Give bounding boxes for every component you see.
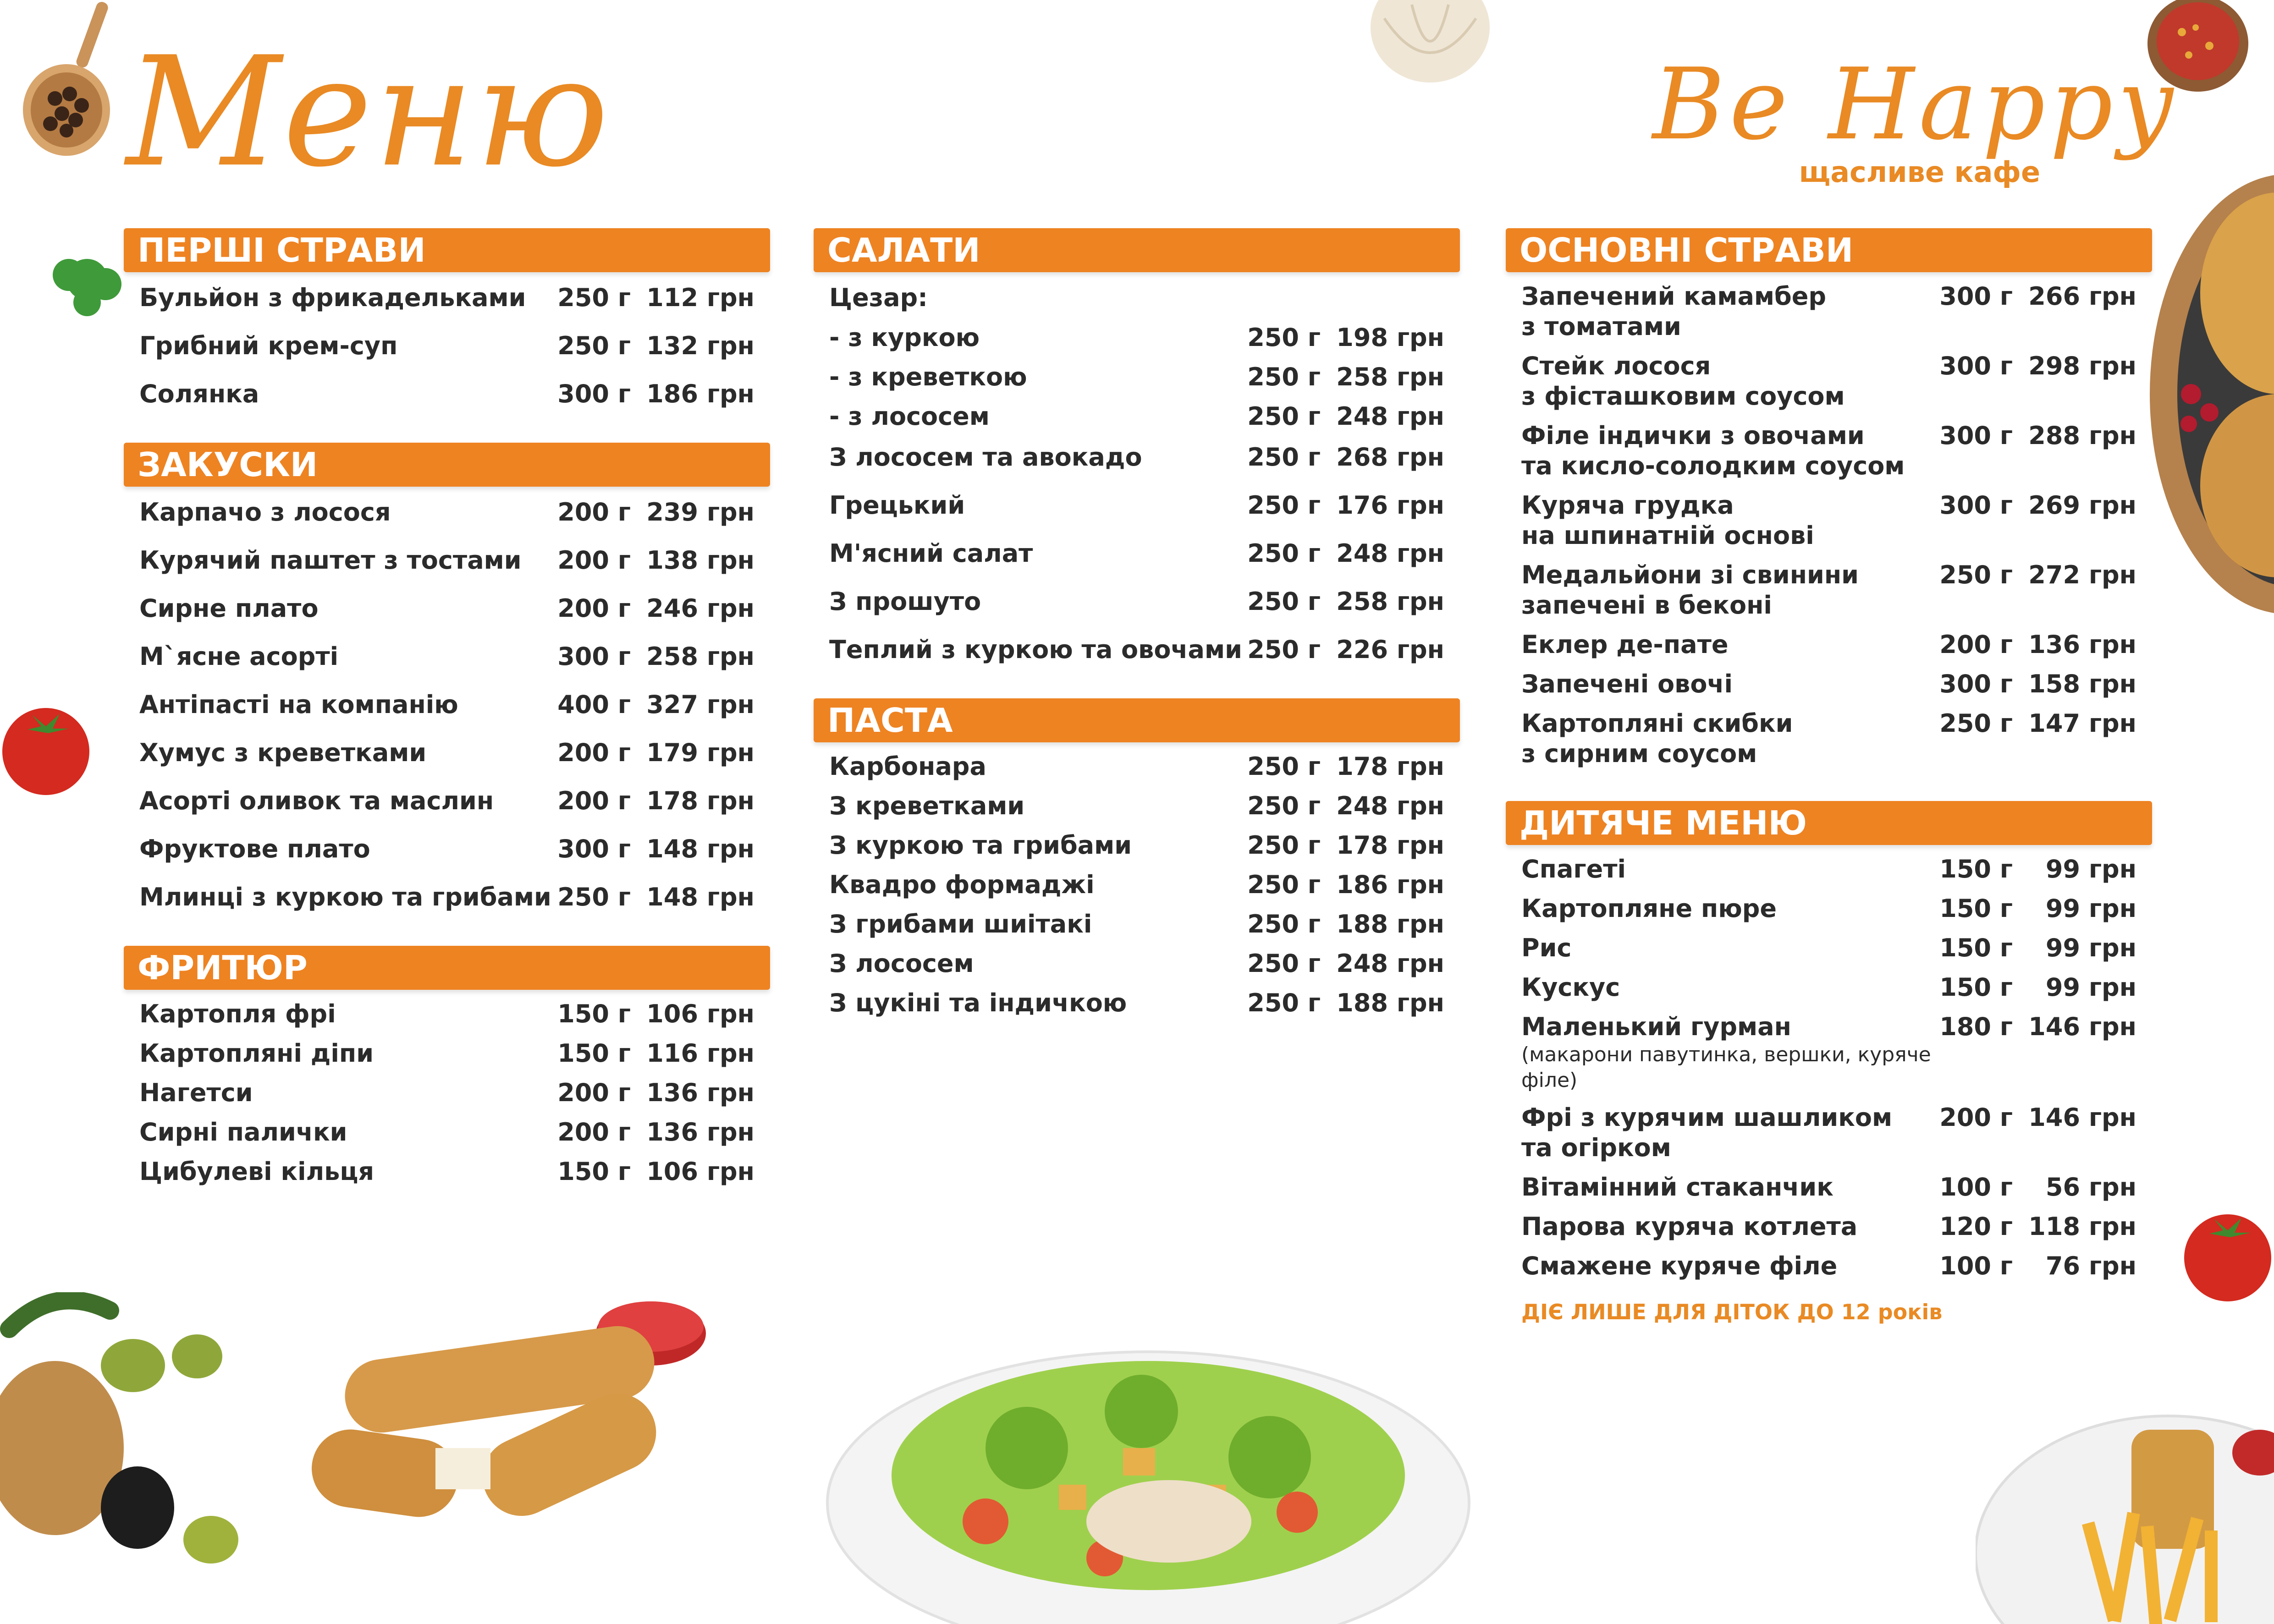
item-name: З лососем та авокадо <box>829 443 1142 472</box>
menu-item <box>124 833 770 866</box>
item-price: 298 грн <box>2028 351 2136 380</box>
item-price: 99 грн <box>2045 855 2136 883</box>
item-price: 146 грн <box>2028 1103 2136 1132</box>
caesar-subheading: Цезар: <box>829 283 928 312</box>
item-name: - з куркою <box>829 323 980 352</box>
item-name-line2: та кисло-солодким соусом <box>1521 451 1905 480</box>
item-name <box>1521 560 1935 620</box>
menu-item <box>814 870 1460 900</box>
caesar-salad-image <box>820 1311 1476 1624</box>
menu-item <box>1506 281 2152 342</box>
menu-item <box>1506 854 2152 884</box>
item-name <box>1521 1012 1935 1093</box>
item-name: Сирні палички <box>139 1118 347 1147</box>
item-price: 186 грн <box>1336 870 1444 899</box>
menu-item <box>124 329 770 362</box>
item-name: Грецький <box>829 491 965 520</box>
item-price: 246 грн <box>646 594 754 623</box>
item-weight: 300 г <box>1939 669 2013 698</box>
item-weight: 150 г <box>1939 933 2013 962</box>
item-name <box>1521 490 1935 551</box>
herbs-image <box>41 234 133 325</box>
section-header: ЗАКУСКИ <box>124 443 770 487</box>
menu-item <box>1506 630 2152 660</box>
item-name: Карпачо з лосося <box>139 498 391 527</box>
menu-item <box>124 999 770 1029</box>
item-price: 266 грн <box>2028 282 2136 311</box>
item-name: Млинці з куркою та грибами <box>139 883 551 911</box>
menu-item <box>814 401 1460 432</box>
item-weight: 200 г <box>1939 1103 2013 1132</box>
menu-item <box>814 949 1460 979</box>
garlic-image <box>1366 0 1494 87</box>
menu-item <box>814 362 1460 392</box>
item-weight: 250 г <box>557 883 631 911</box>
item-name: Квадро формаджі <box>829 870 1095 899</box>
item-name-line1: Куряча грудка <box>1521 491 1734 520</box>
item-weight: 150 г <box>557 1157 631 1186</box>
item-price: 99 грн <box>2045 973 2136 1002</box>
item-name: Смажене куряче філе <box>1521 1251 1838 1280</box>
menu-item <box>124 1117 770 1147</box>
menu-column-1 <box>124 228 770 1219</box>
item-name: Фруктове плато <box>139 834 370 863</box>
item-price: 188 грн <box>1336 910 1444 938</box>
olives-image <box>0 1292 257 1624</box>
item-name-line2: та огірком <box>1521 1133 1671 1162</box>
menu-item <box>1506 351 2152 411</box>
item-name: Теплий з куркою та овочами <box>829 635 1242 664</box>
item-name-line1: Запечений камамбер <box>1521 282 1827 311</box>
item-weight: 200 г <box>557 1078 631 1107</box>
item-weight: 250 г <box>1247 402 1321 431</box>
spoon-peppercorns-image <box>18 0 115 160</box>
item-weight: 250 г <box>1247 910 1321 938</box>
menu-item <box>1506 894 2152 924</box>
menu-item <box>124 1038 770 1069</box>
item-price: 179 грн <box>646 738 754 767</box>
item-weight: 100 г <box>1939 1251 2013 1280</box>
item-price: 136 грн <box>646 1118 754 1147</box>
item-name: Грибний крем-суп <box>139 331 398 360</box>
section-pasta <box>814 698 1460 1018</box>
item-name-line1: Стейк лосося <box>1521 351 1711 380</box>
menu-item <box>1506 490 2152 551</box>
item-weight: 250 г <box>1247 752 1321 781</box>
item-weight: 150 г <box>557 999 631 1028</box>
item-weight: 180 г <box>1939 1012 2013 1041</box>
item-name: Кускус <box>1521 973 1620 1002</box>
item-weight: 250 г <box>1247 988 1321 1017</box>
menu-item <box>1506 1251 2152 1281</box>
item-name-line1: Фрі з курячим шашликом <box>1521 1103 1893 1132</box>
item-name: Парова куряча котлета <box>1521 1212 1858 1241</box>
item-weight: 250 г <box>1939 709 2013 738</box>
menu-item <box>124 592 770 625</box>
item-price: 188 грн <box>1336 988 1444 1017</box>
item-name: Нагетси <box>139 1078 253 1107</box>
section-header: ПЕРШІ СТРАВИ <box>124 228 770 272</box>
section-salads <box>814 228 1460 666</box>
item-price: 99 грн <box>2045 894 2136 923</box>
kids-menu-note: ДІЄ ЛИШЕ ДЛЯ ДІТОК ДО 12 років <box>1521 1300 1943 1324</box>
menu-item <box>1506 560 2152 620</box>
item-name: Картопляне пюре <box>1521 894 1777 923</box>
item-weight: 200 г <box>557 1118 631 1147</box>
item-name: Рис <box>1521 933 1572 962</box>
item-weight: 300 г <box>557 834 631 863</box>
item-name: Вітамінний стаканчик <box>1521 1173 1834 1202</box>
item-price: 148 грн <box>646 834 754 863</box>
item-price: 158 грн <box>2028 669 2136 698</box>
item-name-line2: з сирним соусом <box>1521 739 1757 768</box>
menu-item <box>1506 708 2152 769</box>
item-price: 178 грн <box>1336 752 1444 781</box>
item-weight: 150 г <box>1939 973 2013 1002</box>
item-name: Еклер де-пате <box>1521 630 1729 659</box>
menu-item <box>124 688 770 721</box>
item-price: 178 грн <box>646 786 754 815</box>
menu-item <box>814 537 1460 570</box>
menu-item <box>814 791 1460 821</box>
section-header: ДИТЯЧЕ МЕНЮ <box>1506 801 2152 845</box>
item-name: Хумус з креветками <box>139 738 427 767</box>
brand-logo <box>1652 47 2178 189</box>
section-header: ОСНОВНІ СТРАВИ <box>1506 228 2152 272</box>
menu-item <box>1506 1103 2152 1163</box>
item-name: Антіпасті на компанію <box>139 690 458 719</box>
item-weight: 250 г <box>1247 949 1321 978</box>
item-price: 106 грн <box>646 999 754 1028</box>
item-weight: 250 г <box>1247 491 1321 520</box>
menu-item <box>1506 421 2152 481</box>
menu-column-2 <box>814 228 1460 1050</box>
item-weight: 150 г <box>1939 855 2013 883</box>
item-price: 116 грн <box>646 1039 754 1068</box>
menu-item <box>1506 1212 2152 1242</box>
item-name: З цукіні та індичкою <box>829 988 1127 1017</box>
item-weight: 300 г <box>1939 491 2013 520</box>
section-header: ФРИТЮР <box>124 946 770 990</box>
item-weight: 400 г <box>557 690 631 719</box>
menu-item <box>124 544 770 577</box>
item-price: 258 грн <box>1336 587 1444 616</box>
item-name: Асорті оливок та маслин <box>139 786 494 815</box>
item-name <box>1521 1103 1935 1163</box>
item-weight: 250 г <box>1247 635 1321 664</box>
item-weight: 300 г <box>557 379 631 408</box>
item-weight: 300 г <box>1939 282 2013 311</box>
item-price: 198 грн <box>1336 323 1444 352</box>
item-price: 226 грн <box>1336 635 1444 664</box>
item-weight: 300 г <box>1939 421 2013 450</box>
item-name-line2: запечені в беконі <box>1521 591 1772 620</box>
item-weight: 250 г <box>1247 831 1321 860</box>
menu-item <box>124 378 770 411</box>
mozzarella-sticks-image <box>284 1297 770 1553</box>
menu-title: Меню <box>126 24 611 200</box>
item-weight: 120 г <box>1939 1212 2013 1241</box>
item-name: Курячий паштет з тостами <box>139 546 522 575</box>
item-price: 146 грн <box>2028 1012 2136 1041</box>
item-price: 132 грн <box>646 331 754 360</box>
menu-item <box>814 489 1460 522</box>
item-price: 258 грн <box>646 642 754 671</box>
item-price: 118 грн <box>2028 1212 2136 1241</box>
item-weight: 200 г <box>557 786 631 815</box>
menu-column-3 <box>1506 228 2152 1356</box>
menu-item <box>814 909 1460 939</box>
item-name: - з креветкою <box>829 362 1027 391</box>
item-weight: 250 г <box>557 283 631 312</box>
item-weight: 300 г <box>557 642 631 671</box>
item-name: З креветками <box>829 791 1025 820</box>
item-name: Солянка <box>139 379 259 408</box>
item-weight: 250 г <box>1247 791 1321 820</box>
item-weight: 250 г <box>1247 443 1321 472</box>
item-name: Карбонара <box>829 752 986 781</box>
section-header: САЛАТИ <box>814 228 1460 272</box>
brand-tagline: щасливе кафе <box>1799 155 2040 189</box>
menu-item <box>124 281 770 314</box>
item-weight: 250 г <box>557 331 631 360</box>
section-fryer <box>124 946 770 1187</box>
item-price: 106 грн <box>646 1157 754 1186</box>
item-weight: 200 г <box>557 594 631 623</box>
menu-item <box>814 752 1460 782</box>
item-price: 239 грн <box>646 498 754 527</box>
item-name <box>1521 281 1935 342</box>
item-weight: 150 г <box>557 1039 631 1068</box>
item-price: 136 грн <box>2028 630 2136 659</box>
item-name: М`ясне асорті <box>139 642 339 671</box>
item-name: Бульйон з фрикадельками <box>139 283 526 312</box>
menu-item <box>814 441 1460 474</box>
item-weight: 250 г <box>1247 587 1321 616</box>
item-price: 327 грн <box>646 690 754 719</box>
item-price: 248 грн <box>1336 949 1444 978</box>
menu-item <box>1506 933 2152 963</box>
section-first-courses <box>124 228 770 411</box>
item-weight: 250 г <box>1247 539 1321 568</box>
item-weight: 150 г <box>1939 894 2013 923</box>
item-name-line2: на шпинатній основі <box>1521 521 1814 550</box>
item-price: 56 грн <box>2045 1173 2136 1202</box>
item-name-line2: з фісташковим соусом <box>1521 382 1845 411</box>
menu-item <box>124 881 770 914</box>
tomato-right-image <box>2177 1210 2274 1301</box>
item-price: 112 грн <box>646 283 754 312</box>
item-weight: 200 г <box>557 546 631 575</box>
menu-item <box>1506 1012 2152 1093</box>
tomato-image <box>0 701 96 797</box>
menu-item <box>814 633 1460 666</box>
item-price: 99 грн <box>2045 933 2136 962</box>
menu-item <box>814 585 1460 618</box>
item-name: - з лососем <box>829 402 990 431</box>
item-price: 288 грн <box>2028 421 2136 450</box>
menu-item <box>814 323 1460 353</box>
menu-item <box>124 736 770 769</box>
item-name: З лососем <box>829 949 974 978</box>
item-name-line1: Медальйони зі свинини <box>1521 560 1859 589</box>
item-name: З куркою та грибами <box>829 831 1132 860</box>
menu-item <box>1506 669 2152 699</box>
item-name <box>1521 421 1935 481</box>
item-price: 147 грн <box>2028 709 2136 738</box>
item-name <box>1521 351 1935 411</box>
section-main-courses <box>1506 228 2152 769</box>
item-weight: 250 г <box>1939 560 2013 589</box>
section-kids-menu <box>1506 801 2152 1324</box>
item-price: 248 грн <box>1336 791 1444 820</box>
item-weight: 300 г <box>1939 351 2013 380</box>
item-weight: 250 г <box>1247 870 1321 899</box>
item-name: Картопля фрі <box>139 999 336 1028</box>
item-name: М'ясний салат <box>829 539 1033 568</box>
item-weight: 250 г <box>1247 323 1321 352</box>
item-price: 138 грн <box>646 546 754 575</box>
menu-item <box>1506 972 2152 1003</box>
item-weight: 200 г <box>1939 630 2013 659</box>
item-weight: 200 г <box>557 498 631 527</box>
item-price: 248 грн <box>1336 402 1444 431</box>
item-name-line1: Маленький гурман <box>1521 1012 1791 1041</box>
item-name-line1: Картопляні скибки <box>1521 709 1793 738</box>
section-snacks <box>124 443 770 914</box>
item-price: 176 грн <box>1336 491 1444 520</box>
item-name: Сирне плато <box>139 594 319 623</box>
item-price: 258 грн <box>1336 362 1444 391</box>
item-name <box>1521 708 1935 769</box>
menu-item <box>124 640 770 673</box>
menu-item <box>124 496 770 529</box>
item-weight: 250 г <box>1247 362 1321 391</box>
menu-item <box>124 1078 770 1108</box>
item-note: (макарони павутинка, вершки, куряче філе) <box>1521 1043 1931 1092</box>
grilled-chicken-image <box>2141 156 2274 628</box>
menu-item <box>1506 1172 2152 1202</box>
item-name-line1: Філе індички з овочами <box>1521 421 1865 450</box>
item-price: 248 грн <box>1336 539 1444 568</box>
item-name: Спагеті <box>1521 855 1626 883</box>
item-price: 269 грн <box>2028 491 2136 520</box>
item-price: 178 грн <box>1336 831 1444 860</box>
item-price: 186 грн <box>646 379 754 408</box>
menu-item <box>814 988 1460 1018</box>
item-price: 148 грн <box>646 883 754 911</box>
item-weight: 200 г <box>557 738 631 767</box>
section-header: ПАСТА <box>814 698 1460 742</box>
item-price: 136 грн <box>646 1078 754 1107</box>
item-name: Цибулеві кільця <box>139 1157 374 1186</box>
item-price: 268 грн <box>1336 443 1444 472</box>
menu-item <box>124 1157 770 1187</box>
menu-item <box>124 785 770 817</box>
item-weight: 100 г <box>1939 1173 2013 1202</box>
item-name: З прошуто <box>829 587 981 616</box>
item-price: 76 грн <box>2045 1251 2136 1280</box>
item-name-line2: з томатами <box>1521 312 1681 341</box>
item-name: Запечені овочі <box>1521 669 1733 698</box>
item-name: Картопляні діпи <box>139 1039 374 1068</box>
fries-skewer-image <box>1976 1402 2274 1624</box>
menu-item <box>814 830 1460 861</box>
item-name: З грибами шиітакі <box>829 910 1092 938</box>
item-price: 272 грн <box>2028 560 2136 589</box>
brand-name: Be Happy <box>1652 47 2178 162</box>
